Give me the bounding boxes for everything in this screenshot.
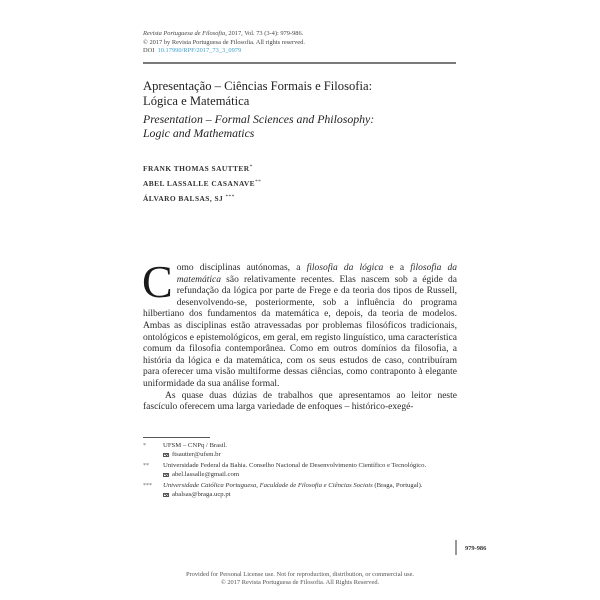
paragraph: [142, 256, 458, 391]
envelope-icon: [163, 493, 169, 498]
text-run: são relativamente recentes. Elas nascem sob a égide da refundação da lógica por parte de Frege e da teoria dos tipos de Russell, desenvolvendo-se, posteriormente, sob a influência do programa hilbertiano dos fundamentos da matemática e, depois, da teoria de modelos. Ambas as disciplinas estão atravessadas por problemas filosóficos tradicionais, ontológicos e epistemológicos, em geral, em registo linguístico, uma característica comum da filosofia contemporânea. Como em outros domínios da filosofia, a história da lógica e da matemática, com os seus estudos de caso, contribuíram para oferecer uma visão multiforme dessas ciências, como contraponto à elegante uniformidade da sua análise formal.: [143, 274, 457, 389]
email-link[interactable]: abalsas@braga.ucp.pt: [172, 490, 231, 498]
author-name: ÁLVARO BALSAS, SJ: [143, 194, 224, 204]
author-name: ABEL LASSALLE CASANAVE: [143, 179, 256, 189]
footnote: [143, 482, 457, 499]
title-en-line: Logic and Mathematics: [143, 126, 255, 141]
title-pt-line: Apresentação – Ciências Formais e Filosofia:: [143, 79, 373, 93]
page-number-bar: [455, 540, 457, 555]
title-portuguese: [143, 79, 458, 108]
footnote: [143, 462, 457, 479]
affiliation-rest: (Braga, Portugal).: [372, 482, 423, 490]
affiliation: [163, 482, 457, 491]
author-name: FRANK THOMAS SAUTTER: [143, 164, 250, 173]
emphasis: filosofia da lógica: [306, 263, 384, 273]
footnote-mark: **: [143, 463, 149, 470]
doi-line: [143, 47, 458, 56]
author: [143, 161, 458, 176]
journal-name: Revista Portuguesa de Filosofia: [143, 30, 226, 37]
doi-link[interactable]: 10.17990/RPF/2017_73_3_0979: [157, 47, 242, 55]
envelope-icon: [163, 473, 169, 478]
author-list: [143, 161, 458, 207]
emphasis: filosofia da matemática: [176, 263, 458, 285]
footnote-mark[interactable]: *: [249, 164, 253, 170]
page-range: 979-986: [465, 545, 487, 552]
drop-cap: C: [142, 256, 173, 307]
title-english: [143, 112, 458, 140]
author: [143, 176, 458, 191]
title-pt-line: Lógica e Matemática: [143, 93, 250, 108]
header-divider: [143, 62, 456, 64]
journal-header: [143, 30, 458, 56]
footnotes: [143, 442, 457, 503]
license-line: Provided for Personal License use. Not for reproduction, distribution, or commercial use.: [185, 571, 415, 578]
title-en-line: Presentation – Formal Sciences and Philosophy:: [143, 112, 375, 126]
license-line: © 2017 Revista Portuguesa de Filosofia. All Rights Reserved.: [220, 579, 380, 587]
footnote-mark[interactable]: **: [255, 179, 262, 186]
email-link[interactable]: ftsautter@ufsm.br: [172, 450, 221, 458]
journal-details: , 2017, Vol. 73 (3-4): 979-986.: [225, 30, 304, 37]
footnote: [143, 442, 457, 459]
journal-citation: [143, 30, 458, 39]
doi-label: DOI: [143, 47, 155, 55]
paragraph: As quase duas dúzias de trabalhos que apresentamos ao leitor neste fascículo oferecem uma larga variedade de enfoques – histórico-exegé-: [143, 390, 457, 413]
footnote-mark: *: [143, 443, 146, 449]
body-text: [142, 256, 458, 414]
footnote-mark: ***: [143, 483, 152, 490]
license-notice: [140, 571, 460, 588]
copyright-line: © 2017 by Revista Portuguesa de Filosofia. All rights reserved.: [143, 38, 305, 46]
affiliation: Universidade Federal da Bahia. Conselho Nacional de Desenvolvimento Científico e Tecnológico.: [163, 462, 427, 470]
envelope-icon: [163, 453, 169, 458]
affiliation-italic: Universidade Católica Portuguesa, Faculdade de Filosofia e Ciências Sociais: [163, 482, 373, 490]
footnote-divider: [143, 437, 210, 438]
author: [143, 191, 458, 206]
email-link[interactable]: abel.lassalle@gmail.com: [172, 470, 240, 478]
text-run: e a: [383, 263, 411, 273]
text-run: omo disciplinas autónomas, a: [176, 263, 307, 273]
footnote-mark[interactable]: ***: [225, 194, 235, 201]
affiliation: UFSM – CNPq / Brasil.: [163, 442, 228, 449]
